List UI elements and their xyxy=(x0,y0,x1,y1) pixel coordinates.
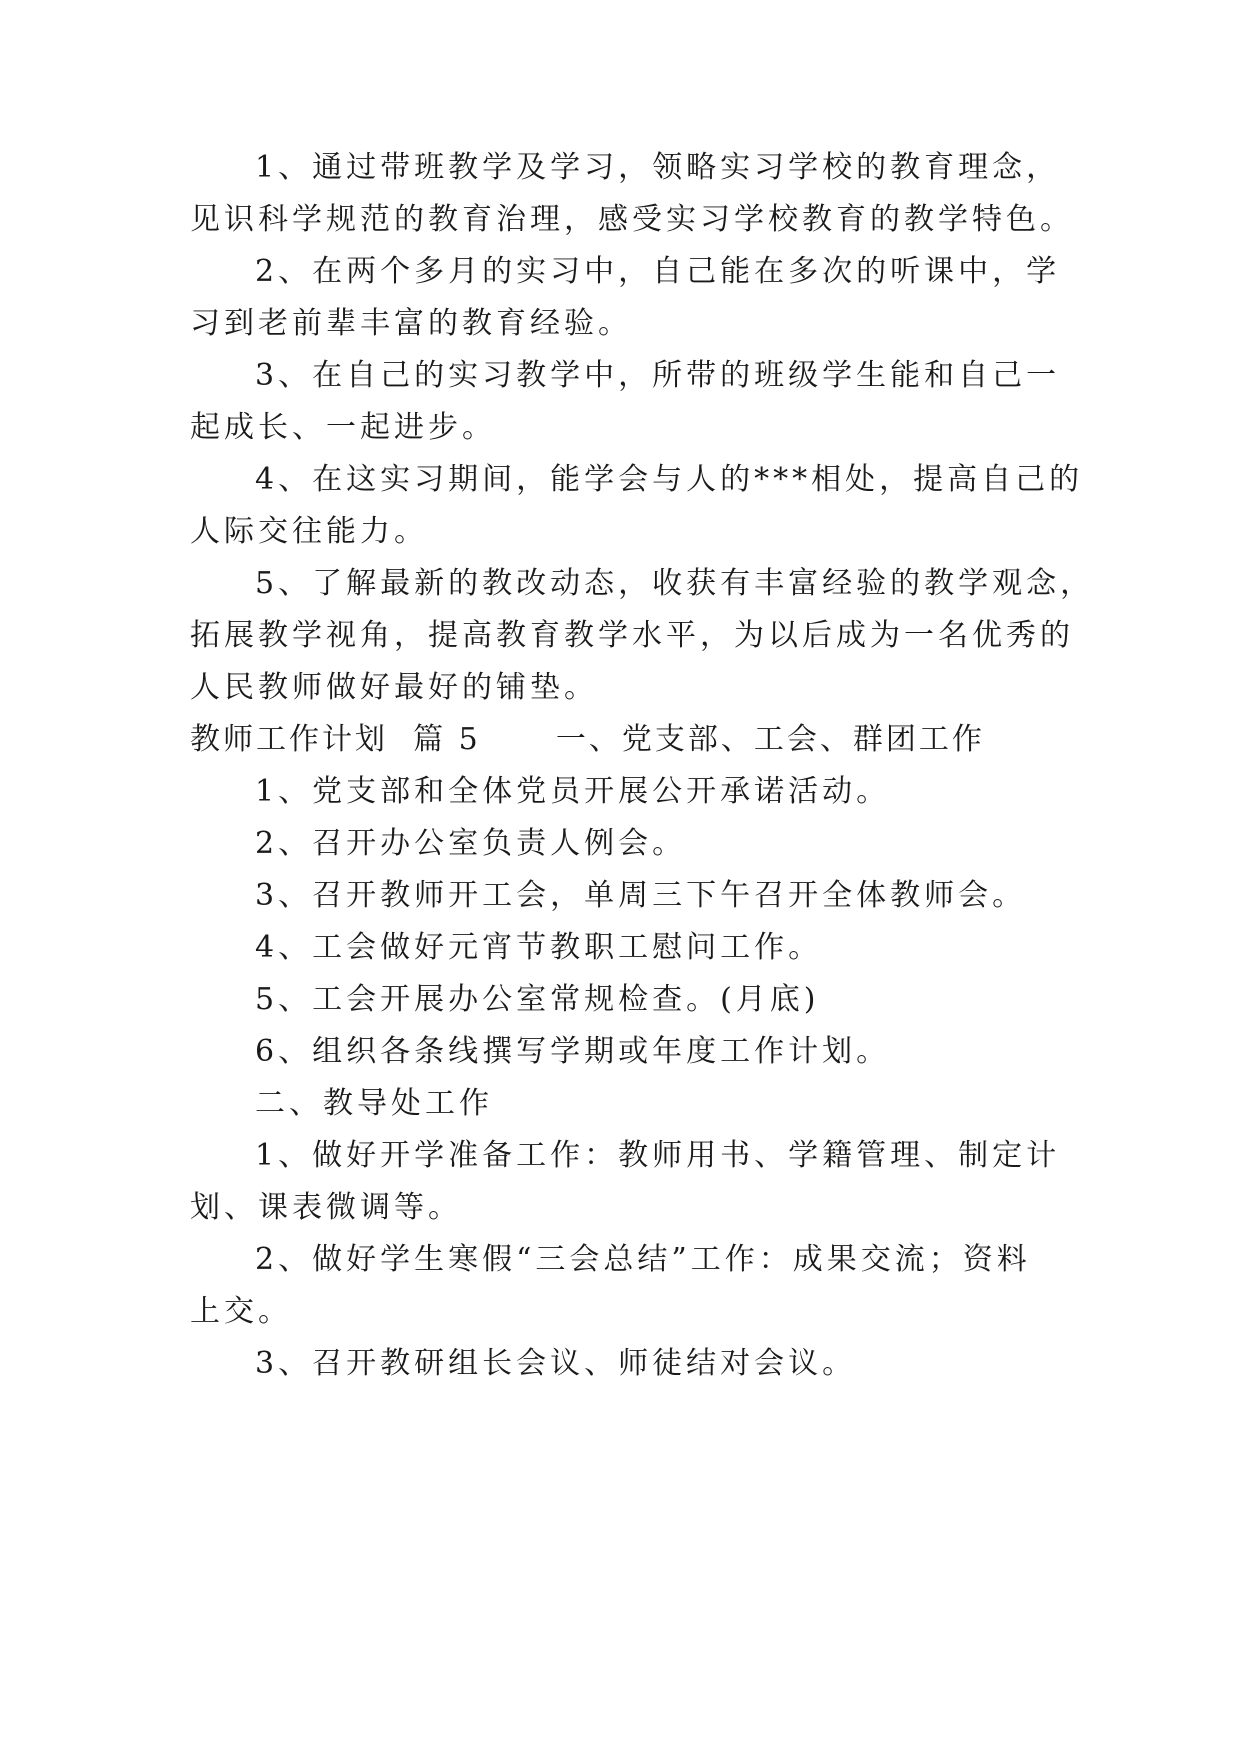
paragraph-line: 人际交往能力。 xyxy=(190,514,428,549)
paragraph-line: 3、召开教师开工会，单周三下午召开全体教师会。 xyxy=(255,878,1027,913)
paragraph-line: 4、在这实习期间，能学会与人的***相处，提高自己的 xyxy=(255,462,1084,497)
paragraph-line: 3、在自己的实习教学中，所带的班级学生能和自己一 xyxy=(255,358,1061,393)
paragraph-line: 5、工会开展办公室常规检查。(月底) xyxy=(255,982,820,1017)
subsection-heading: 二、教导处工作 xyxy=(255,1086,493,1121)
paragraph-line: 2、在两个多月的实习中，自己能在多次的听课中，学 xyxy=(255,254,1061,289)
paragraph-line: 上交。 xyxy=(190,1294,292,1329)
paragraph-line: 见识科学规范的教育治理，感受实习学校教育的教学特色。 xyxy=(190,202,1074,237)
paragraph-line: 1、党支部和全体党员开展公开承诺活动。 xyxy=(255,774,891,809)
paragraph-line: 2、做好学生寒假“三会总结”工作：成果交流；资料 xyxy=(255,1242,1031,1277)
section-heading: 教师工作计划 篇 5 一、党支部、工会、群团工作 xyxy=(190,722,985,757)
paragraph-line: 划、课表微调等。 xyxy=(190,1190,462,1225)
paragraph-line: 2、召开办公室负责人例会。 xyxy=(255,826,687,861)
paragraph-line: 1、通过带班教学及学习，领略实习学校的教育理念， xyxy=(255,150,1061,185)
paragraph-line: 5、了解最新的教改动态，收获有丰富经验的教学观念， xyxy=(255,566,1095,601)
paragraph-line: 人民教师做好最好的铺垫。 xyxy=(190,670,598,705)
paragraph-line: 3、召开教研组长会议、师徒结对会议。 xyxy=(255,1346,857,1381)
paragraph-line: 4、工会做好元宵节教职工慰问工作。 xyxy=(255,930,823,965)
paragraph-line: 习到老前辈丰富的教育经验。 xyxy=(190,306,632,341)
paragraph-line: 起成长、一起进步。 xyxy=(190,410,496,445)
paragraph-line: 1、做好开学准备工作：教师用书、学籍管理、制定计 xyxy=(255,1138,1061,1173)
paragraph-line: 6、组织各条线撰写学期或年度工作计划。 xyxy=(255,1034,891,1069)
paragraph-line: 拓展教学视角，提高教育教学水平，为以后成为一名优秀的 xyxy=(190,618,1074,653)
